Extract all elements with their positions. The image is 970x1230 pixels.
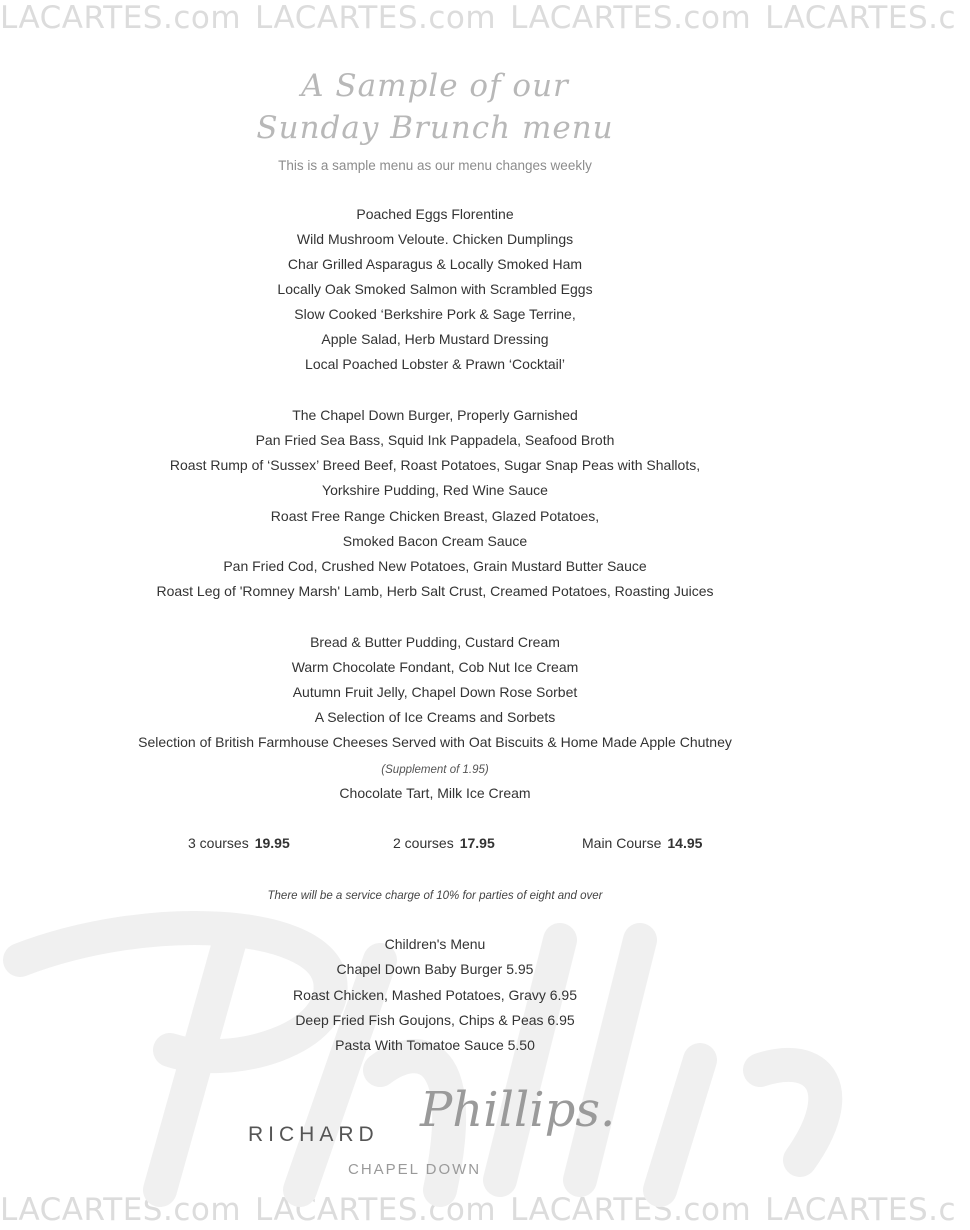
watermark-text: LACARTES.com bbox=[510, 0, 752, 36]
watermark-text: LACARTES.com bbox=[0, 0, 242, 36]
starter-item: Slow Cooked ‘Berkshire Pork & Sage Terrine, bbox=[294, 306, 576, 322]
dessert-item: Warm Chocolate Fondant, Cob Nut Ice Cream bbox=[291, 659, 579, 675]
starter-item: Apple Salad, Herb Mustard Dressing bbox=[321, 331, 549, 347]
watermark-bottom bbox=[0, 1192, 957, 1228]
price-label: Main Course bbox=[582, 835, 662, 851]
childrens-menu-item: Chapel Down Baby Burger 5.95 bbox=[336, 961, 534, 977]
menu-title-line-2: Sunday Brunch menu bbox=[256, 110, 614, 146]
price-label: 3 courses bbox=[188, 835, 249, 851]
watermark-text: LACARTES.com bbox=[0, 1192, 242, 1228]
watermark-text: LACARTES.com bbox=[255, 0, 497, 36]
main-item: Pan Fried Cod, Crushed New Potatoes, Grain Mustard Butter Sauce bbox=[223, 558, 647, 574]
price-value: 19.95 bbox=[254, 835, 290, 851]
childrens-menu-item: Pasta With Tomatoe Sauce 5.50 bbox=[335, 1037, 535, 1053]
price-value: 17.95 bbox=[459, 835, 495, 851]
dessert-item: Selection of British Farmhouse Cheeses Served with Oat Biscuits & Home Made Apple Chutney bbox=[138, 734, 732, 750]
childrens-menu-item: Roast Chicken, Mashed Potatoes, Gravy 6.95 bbox=[292, 987, 578, 1003]
logo-chapel-down-text: CHAPEL DOWN bbox=[348, 1161, 482, 1178]
logo-phillips-script: Phillips. bbox=[420, 1082, 616, 1138]
dessert-item: Chocolate Tart, Milk Ice Cream bbox=[339, 785, 531, 801]
main-item: Roast Leg of 'Romney Marsh' Lamb, Herb Salt Crust, Creamed Potatoes, Roasting Juices bbox=[156, 583, 714, 599]
price-label: 2 courses bbox=[393, 835, 454, 851]
watermark-text: LACARTES.com bbox=[255, 1192, 497, 1228]
starter-item: Locally Oak Smoked Salmon with Scrambled Eggs bbox=[277, 281, 593, 297]
starter-item: Local Poached Lobster & Prawn ‘Cocktail’ bbox=[305, 356, 565, 372]
service-charge-note: There will be a service charge of 10% for parties of eight and over bbox=[267, 890, 603, 902]
main-item: Roast Rump of ‘Sussex’ Breed Beef, Roast Potatoes, Sugar Snap Peas with Shallots, bbox=[169, 457, 701, 473]
dessert-item: A Selection of Ice Creams and Sorbets bbox=[314, 709, 556, 725]
logo-richard-text: RICHARD bbox=[248, 1123, 379, 1146]
starter-item: Poached Eggs Florentine bbox=[356, 206, 514, 222]
menu-subtitle: This is a sample menu as our menu changes weekly bbox=[278, 158, 592, 173]
main-item: Roast Free Range Chicken Breast, Glazed Potatoes, bbox=[270, 508, 600, 524]
dessert-item: Bread & Butter Pudding, Custard Cream bbox=[310, 634, 560, 650]
watermark-text: LACARTES.com bbox=[510, 1192, 752, 1228]
price-value: 14.95 bbox=[667, 835, 703, 851]
main-item: Yorkshire Pudding, Red Wine Sauce bbox=[322, 482, 548, 498]
starter-item: Wild Mushroom Veloute. Chicken Dumplings bbox=[296, 231, 574, 247]
main-item: Pan Fried Sea Bass, Squid Ink Pappadela, Seafood Broth bbox=[255, 432, 615, 448]
price-2-courses bbox=[393, 835, 495, 851]
watermark-text: LACARTES.c bbox=[765, 1192, 957, 1228]
childrens-menu-heading: Children's Menu bbox=[384, 936, 486, 952]
main-item: The Chapel Down Burger, Properly Garnished bbox=[292, 407, 578, 423]
starter-item: Char Grilled Asparagus & Locally Smoked Ham bbox=[287, 256, 583, 272]
price-3-courses bbox=[188, 835, 290, 851]
main-item: Smoked Bacon Cream Sauce bbox=[342, 533, 528, 549]
dessert-item: Autumn Fruit Jelly, Chapel Down Rose Sorbet bbox=[292, 684, 578, 700]
menu-title-line-1: A Sample of our bbox=[301, 68, 569, 104]
watermark-top bbox=[0, 0, 957, 36]
watermark-text: LACARTES.c bbox=[765, 0, 957, 36]
price-main-course bbox=[582, 835, 702, 851]
childrens-menu-item: Deep Fried Fish Goujons, Chips & Peas 6.95 bbox=[295, 1012, 575, 1028]
supplement-note: (Supplement of 1.95) bbox=[381, 764, 489, 776]
